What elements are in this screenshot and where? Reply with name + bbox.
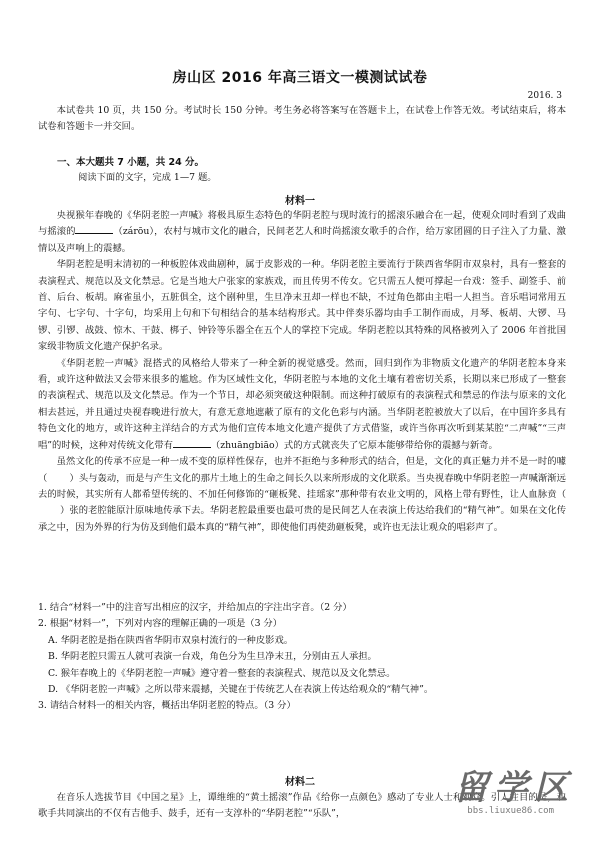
question-2-option-d: D. 《华阴老腔一声喊》之所以带来震撼，关键在于传统艺人在表演上传达给观众的“精气神”。 (48, 684, 434, 696)
exam-date: 2016. 3 (527, 91, 562, 101)
question-3: 3. 请结合材料一的相关内容，概括出华阴老腔的特点。（3 分） (38, 700, 296, 712)
intro-paragraph (38, 103, 566, 136)
question-2-option-a: A. 华阴老腔是指在陕西省华阴市双泉村流行的一种皮影戏。 (48, 634, 294, 646)
page-title: 房山区 2016 年高三语文一模测试试卷 (172, 70, 428, 86)
question-2-option-b: B. 华阴老腔只需五人就可表演一台戏，角色分为生旦净末丑，分别由五人承担。 (48, 651, 377, 663)
section-instruction (78, 170, 568, 186)
material-1-paragraph-1: 央视猴年春晚的《华阴老腔一声喊》将极具原生态特色的华阴老腔与现时流行的摇滚乐融合在一起，使观众同时看到了戏曲与摇滚的 （zárōu），农村与城市文化的融合，民间老艺人和时尚摇滚女歌手的合作，给万家团圆的日子注入了力量、激情以及声响上的震撼。 (38, 210, 566, 254)
material-2-heading: 材料二 (285, 777, 315, 788)
question-block (38, 600, 566, 715)
material-1-paragraph-2: 华阴老腔是明末清初的一种板腔体戏曲剧种，属于皮影戏的一种。华阴老腔主要流行于陕西省华阴市双泉村，具有一整套的表演程式、规范以及文化禁忌。它是当地大户张家的家族戏，而且传男不传女。它只需五人便可撑起一台戏：签手、副签手、前首、后台、板胡。麻雀虽小，五脏俱全，这个剧种里，生旦净末丑却一样也不缺，不过角色都由主唱一人担当。音乐唱词常用五字句、七字句、十字句，均采用上句和下句相结合的基本结构形式。其中伴奏乐器均由手工制作而成，月琴、板胡、大锣、马锣、引锣、战鼓、惊木、干鼓、梆子、钟铃等乐器全在五个人的掌控下完成。华阴老腔以其特殊的风格被列入了 2006 年首批国家级非物质文化遗产保护名录。 (38, 259, 566, 353)
material-1-paragraph-3: 《华阴老腔一声喊》混搭式的风格给人带来了一种全新的视觉感受。然而，回归到作为非物质文化遗产的华阴老腔本身来看，或许这种做法又会带来很多的尴尬。作为区域性文化，华阴老腔与本地的文化土壤有着密切关系，长期以来已形成了一整套的表演程式、规范以及文化禁忌。作为一个节日，却必须突破这种限制。而这种打破原有的表演程式和禁忌的作法与原来的文化相去甚远，并且通过央视春晚进行放大，有意无意地遮蔽了原有的文化色彩与内涵。当华阴老腔被放大了以后，在中国许多具有特色文化的地方，或许这种主洋结合的方式为他们宣传本地文化遗产提供了方式借鉴，或许当你再次听到某某腔“二声喊”“三声唱”的时候，这种对传统文化带有 （zhuāngbiāo）式的方式就丧失了它原本能够带给你的震撼与新奇。 (38, 357, 566, 451)
answer-blank (75, 225, 113, 234)
watermark-logo (403, 760, 578, 822)
material-1-paragraph-4: 虽然文化的传承不应是一种一成不变的原样性保存，也并不拒绝与多种形式的结合，但是，文化的真正魅力并不是一时的噱（ ）头与轰动，而是与产生文化的那片土地上的生命之间长久以来所形成的文化联系。当央视春晚中华阴老腔一声喊渐渐远去的时候，其实所有人都希望传统的、不加任何修饰的“砸板凳、挂瑶家”那种带有农业文明的，风格上带有野性，让人血脉贲（）张的老腔能原汁原味地传承下去。华阴老腔最重要也最可贵的是民间艺人在表演上传达给我们的“精气神”。如果在文化传承之中，因为外界的行为仿及到他们最本真的“精气神”，即使他们再使劲砸板凳，或许也无法让观众的唱彩声了。 (38, 456, 566, 533)
question-2-option-c: C. 猴年春晚上的《华阴老腔一声喊》遵守着一整套的表演程式、规范以及文化禁忌。 (48, 667, 396, 679)
section-heading: 一、本大题共 7 小题，共 24 分。 (57, 157, 205, 168)
material-1-body (38, 208, 566, 536)
intro-text: 本试卷共 10 页，共 150 分。考试时长 150 分钟。考生务必将答案写在答题卡上，在试卷上作答无效。考试结束后，将本试卷和答题卡一并交回。 (38, 105, 566, 133)
material-1-heading: 材料一 (285, 196, 315, 207)
watermark-logo-text: 留学区 (454, 768, 574, 808)
instruction-text: 阅读下面的文字，完成 1—7 题。 (78, 172, 217, 183)
material-2-paragraph-1: 在音乐人选拔节目《中国之星》上，谭维维的“黄土摇滚”作品《给你一点颜色》感动了专业人士和观众。引人注目的是，和歌手共同演出的不仅有吉他手、鼓手，还有一支淳朴的“华阴老腔”“乐队”， (38, 792, 566, 820)
watermark-url: bbs.liuxue86.com (467, 806, 554, 816)
question-2: 2. 根据“材料一”，下列对内容的理解正确的一项是（3 分） (38, 618, 283, 630)
answer-blank (173, 439, 211, 448)
question-1: 1. 结合“材料一”中的注音写出相应的汉字，并给加点的字注出字音。（2 分） (38, 602, 352, 613)
